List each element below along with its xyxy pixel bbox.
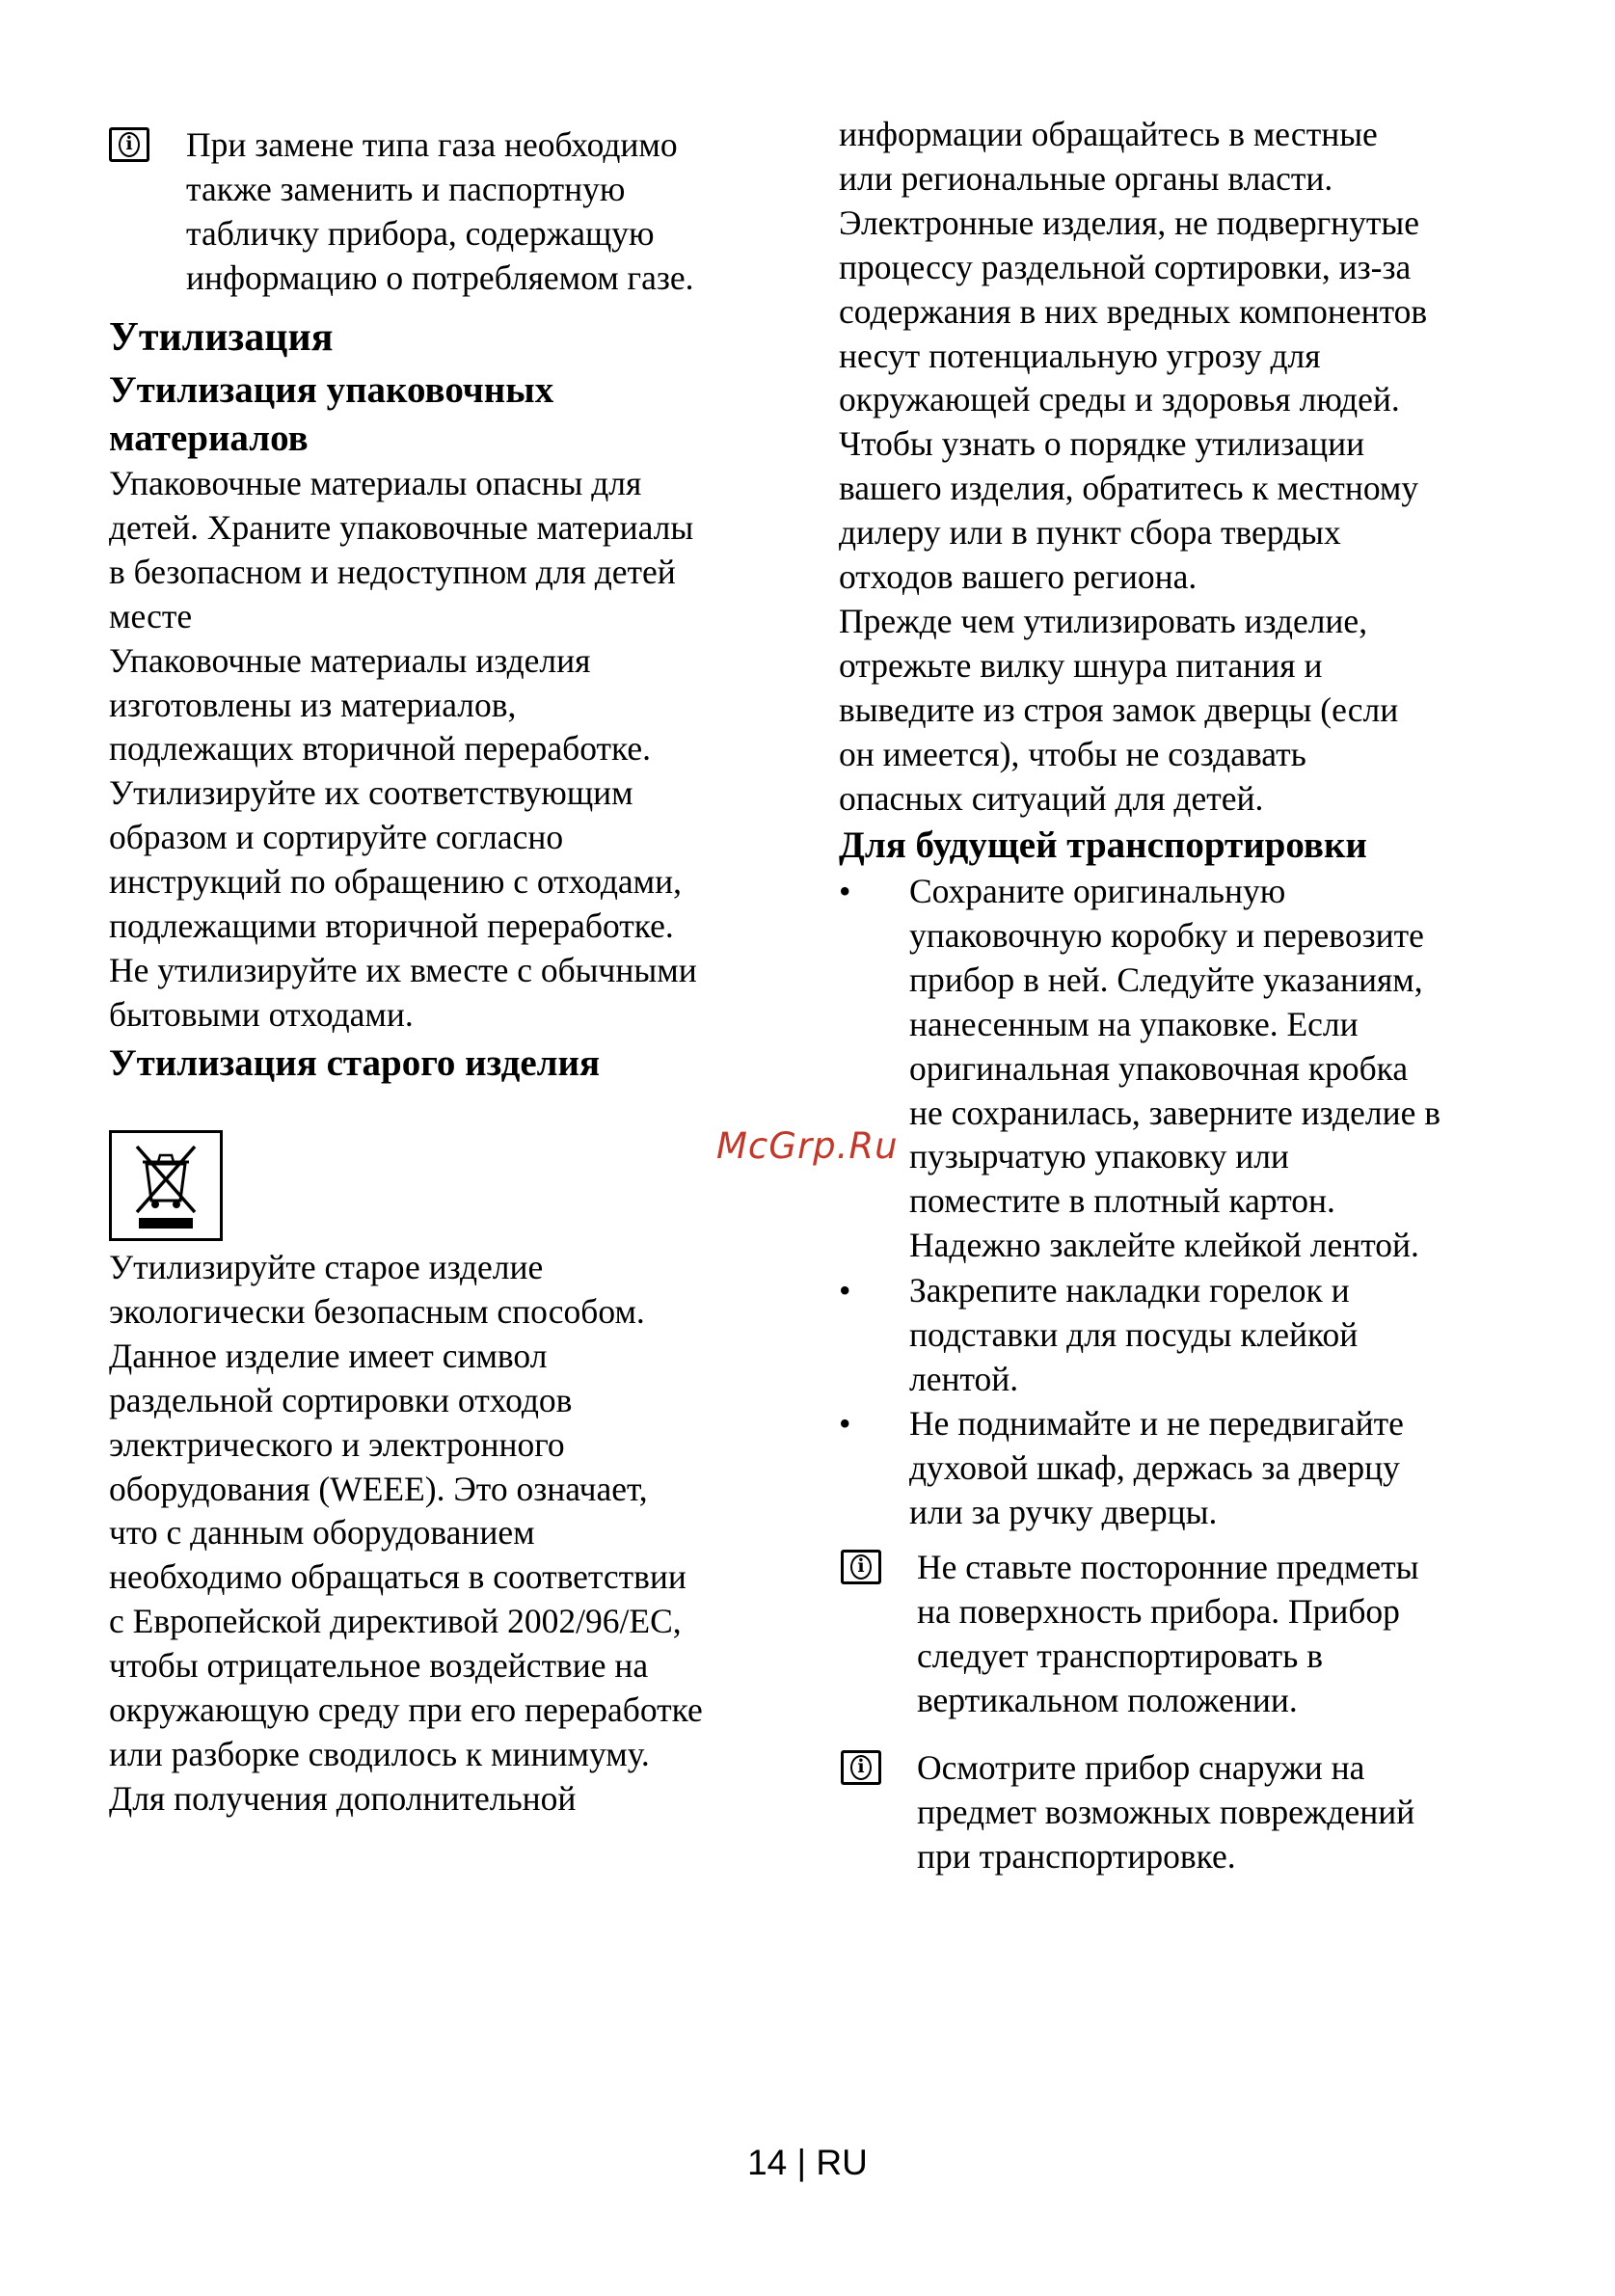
- bullet-mark: •: [839, 1271, 851, 1310]
- bullet-text-burners: Закрепите накладки горелок и подставки для посуды клейкой лентой.: [909, 1271, 1359, 1398]
- heading-packaging-disposal: Утилизация упаковочных материалов: [109, 369, 554, 459]
- info-icon: [841, 1550, 881, 1584]
- heading-disposal: Утилизация: [109, 315, 334, 360]
- info-icon-glyph: i: [119, 132, 140, 157]
- heading-old-product: Утилизация старого изделия: [109, 1042, 601, 1084]
- crossed-out-wheelie-bin-icon: [109, 1130, 223, 1241]
- info-icon: [109, 127, 149, 162]
- bullet-text-packaging: Сохраните оригинальную упаковочную коробку и перевозите прибор в ней. Следуйте указаниям, нанесенным на упаковке. Если оригинальная упаковочная кробка не сохранилась, заверните изделие в пузырчатую упаковку или поместите в плотный картон. Надежно заклейте клейкой лентой.: [909, 872, 1440, 1265]
- note-gas-text: При замене типа газа необходимо также заменить и паспортную табличку прибора, содержащую информацию о потребляемом газе.: [186, 125, 694, 297]
- bullet-mark: •: [839, 1404, 851, 1443]
- info-icon: [841, 1750, 881, 1785]
- bullet-mark: •: [839, 872, 851, 910]
- heading-future-transport: Для будущей транспортировки: [839, 824, 1367, 866]
- note-inspect-text: Осмотрите прибор снаружи на предмет возможных повреждений при транспортировке.: [917, 1748, 1415, 1876]
- packaging-text: Упаковочные материалы опасны для детей. Храните упаковочные материалы в безопасном и недоступном для детей месте Упаковочные материалы изделия изготовлены из материалов, подлежащих вторичной переработке. Утилизируйте их соответствующим образом и сортируйте согласно инструкций по обращению с отходами, подлежащими вторичной переработке. Не утилизируйте их вместе с обычными бытовыми отходами.: [109, 464, 697, 1034]
- info-icon-glyph: i: [850, 1554, 872, 1580]
- disposal-continued-text: информации обращайтесь в местные или региональные органы власти. Электронные изделия, не подвергнутые процессу раздельной сортировки, из-за содержания в них вредных компонентов несут потенциальную угрозу для окружающей среды и здоровья людей. Чтобы узнать о порядке утилизации вашего изделия, обратитесь к местному дилеру или в пункт сбора твердых отходов вашего региона. Прежде чем утилизировать изделие, отрежьте вилку шнура питания и выведите из строя замок дверцы (если он имеется), чтобы не создавать опасных ситуаций для детей.: [839, 115, 1428, 818]
- info-icon-glyph: i: [850, 1755, 872, 1780]
- watermark: McGrp.Ru: [716, 1125, 899, 1167]
- bullet-text-door: Не поднимайте и не передвигайте духовой шкаф, держась за дверцу или за ручку дверцы.: [909, 1404, 1404, 1531]
- old-product-text: Утилизируйте старое изделие экологически безопасным способом. Данное изделие имеет символ раздельной сортировки отходов электрического и электронного оборудования (WEEE). Это означает, что с данным оборудованием необходимо обращаться в соответствии с Европейской директивой 2002/96/ЕС, чтобы отрицательное воздействие на окружающую среду при его переработке или разборке сводилось к минимуму. Для получения дополнительной: [109, 1248, 703, 1818]
- page-footer: 14 | RU: [747, 2143, 868, 2182]
- note-surface-text: Не ставьте посторонние предметы на поверхность прибора. Прибор следует транспортировать в вертикальном положении.: [917, 1548, 1419, 1719]
